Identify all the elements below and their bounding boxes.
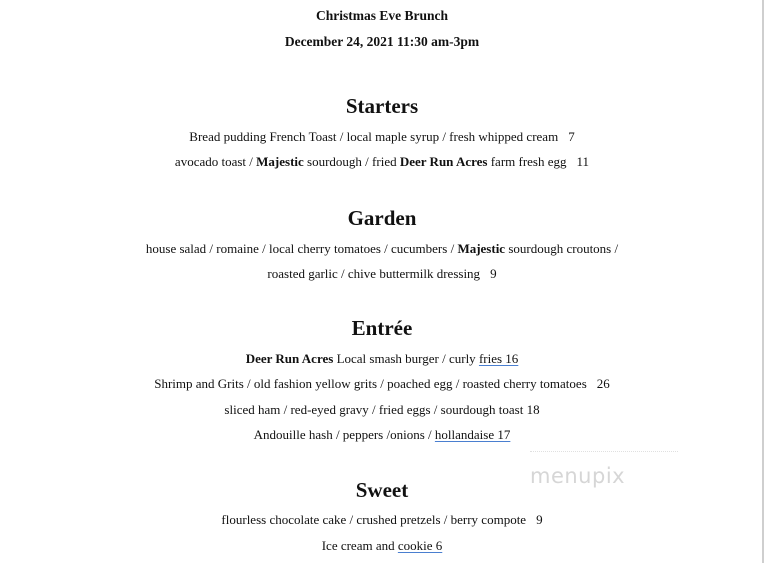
- item-description: flourless chocolate cake / crushed pretzels / berry compote: [221, 512, 527, 527]
- menu-item-french-toast: [0, 129, 764, 145]
- item-description: Bread pudding French Toast / local maple syrup / fresh whipped cream: [189, 129, 559, 144]
- item-brand: Deer Run Acres: [399, 154, 488, 169]
- item-text: Local smash burger / curly: [333, 351, 479, 366]
- menu-item-avocado-toast: [0, 154, 764, 170]
- menu-item-shrimp-grits: [0, 376, 764, 392]
- item-text: house salad / romaine / local cherry tomatoes / cucumbers /: [145, 241, 458, 256]
- item-description: Shrimp and Grits / old fashion yellow grits / poached egg / roasted cherry tomatoes: [154, 376, 587, 391]
- hollandaise-link[interactable]: hollandaise 17: [434, 427, 511, 442]
- menu-item-sliced-ham: [0, 402, 764, 418]
- menu-item-house-salad: [0, 241, 764, 257]
- menu-item-ice-cream: [0, 538, 764, 554]
- item-price: 7: [568, 129, 575, 144]
- item-price: 9: [536, 512, 543, 527]
- menupix-watermark: menupix: [530, 464, 626, 488]
- section-heading-starters: Starters: [345, 94, 419, 118]
- menu-item-chocolate-cake: [0, 512, 764, 528]
- item-text: Andouille hash / peppers /onions /: [253, 427, 435, 442]
- menu-item-andouille-hash: [0, 427, 764, 443]
- menu-title: Christmas Eve Brunch: [315, 8, 448, 23]
- section-heading-garden: Garden: [347, 206, 417, 230]
- item-text: Ice cream and: [321, 538, 398, 553]
- cookie-link[interactable]: cookie 6: [397, 538, 443, 553]
- menu-item-smash-burger: [0, 351, 764, 367]
- menu-date: December 24, 2021 11:30 am-3pm: [284, 34, 480, 49]
- item-price: 9: [490, 266, 497, 281]
- section-heading-entree: Entrée: [351, 316, 413, 340]
- item-description: sliced ham / red-eyed gravy / fried eggs / sourdough toast 18: [224, 402, 540, 417]
- item-price: 11: [576, 154, 590, 169]
- item-text: sourdough croutons /: [505, 241, 619, 256]
- watermark-divider: [530, 451, 678, 453]
- menu-item-house-salad-cont: [0, 266, 764, 282]
- section-heading-sweet: Sweet: [355, 478, 409, 502]
- item-text: sourdough / fried: [303, 154, 400, 169]
- item-brand: Majestic: [457, 241, 506, 256]
- item-brand: Deer Run Acres: [245, 351, 334, 366]
- item-price: 26: [596, 376, 610, 391]
- item-brand: Majestic: [256, 154, 304, 169]
- item-text: avocado toast /: [174, 154, 257, 169]
- item-text: roasted garlic / chive buttermilk dressing: [267, 266, 481, 281]
- item-text: farm fresh egg: [487, 154, 567, 169]
- fries-link[interactable]: fries 16: [478, 351, 519, 366]
